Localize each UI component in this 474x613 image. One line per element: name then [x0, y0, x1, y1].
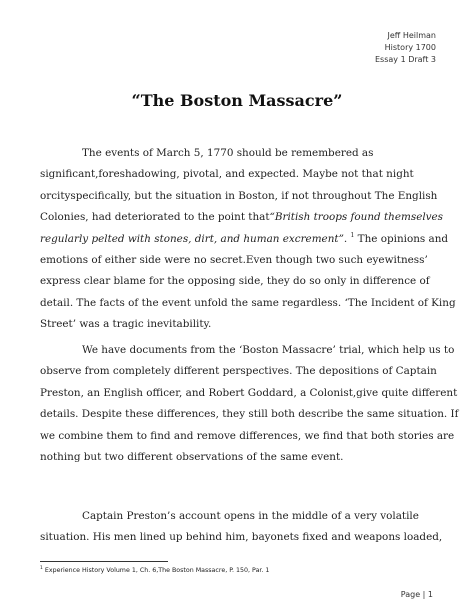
footnote-reference[interactable]: 1 [350, 231, 355, 239]
author-name: Jeff Heilman [387, 31, 436, 40]
paragraph-line: nothing but two different observations of the same event. [40, 450, 344, 463]
page-number: Page | 1 [400, 590, 433, 599]
paragraph-line: details. Despite these differences, they still both describe the same situation. If [40, 408, 459, 421]
paragraph-line: The events of March 5, 1770 should be remembered as [82, 147, 374, 159]
document-header [375, 30, 436, 66]
paragraph-1 [40, 143, 456, 336]
quoted-text: regularly pelted with stones, dirt, and human excrement”. [40, 232, 348, 245]
paragraph-line [40, 207, 444, 228]
assignment-name: Essay 1 Draft 3 [375, 55, 436, 64]
footnote [40, 566, 269, 575]
paragraph-line: We have documents from the ‘Boston Massacre’ trial, which help us to [82, 344, 455, 356]
paragraph-line: Street’ was a tragic inevitability. [40, 318, 212, 331]
line-text: The opinions and [354, 232, 449, 245]
footnote-divider [40, 561, 168, 562]
paragraph-line: significant,foreshadowing, pivotal, and expected. Maybe not that night [40, 168, 414, 181]
course-name: History 1700 [384, 43, 436, 52]
paragraph-line: we combine them to find and remove differences, we find that both stories are [40, 429, 455, 442]
paragraph-line: Captain Preston’s account opens in the middle of a very volatile [82, 510, 419, 522]
paragraph-line: emotions of either side were no secret.Even though two such eyewitness’ [40, 253, 428, 266]
paragraph-line: Preston, an English officer, and Robert Goddard, a Colonist,give quite different [40, 386, 458, 399]
paragraph-line: express clear blame for the opposing side, they do so only in difference of [40, 275, 430, 288]
paragraph-line: orcityspecifically, but the situation in Boston, if not throughout The English [40, 189, 438, 202]
paragraph-line: detail. The facts of the event unfold the same regardless. ‘The Incident of King [40, 296, 456, 309]
paragraph-line: observe from completely different perspectives. The depositions of Captain [40, 365, 437, 378]
paragraph-3 [40, 506, 443, 549]
paragraph-2 [40, 340, 459, 468]
footnote-marker: 1 [40, 566, 43, 571]
line-text: Colonies, had deteriorated to the point that [40, 211, 270, 224]
paragraph-line: situation. His men lined up behind him, bayonets fixed and weapons loaded, [40, 531, 443, 544]
quoted-text: “British troops found themselves [269, 211, 444, 224]
essay-title: “The Boston Massacre” [131, 91, 343, 110]
footnote-text: Experience History Volume 1, Ch. 6,The Boston Massacre, P. 150, Par. 1 [42, 567, 270, 574]
paragraph-line [40, 229, 449, 250]
